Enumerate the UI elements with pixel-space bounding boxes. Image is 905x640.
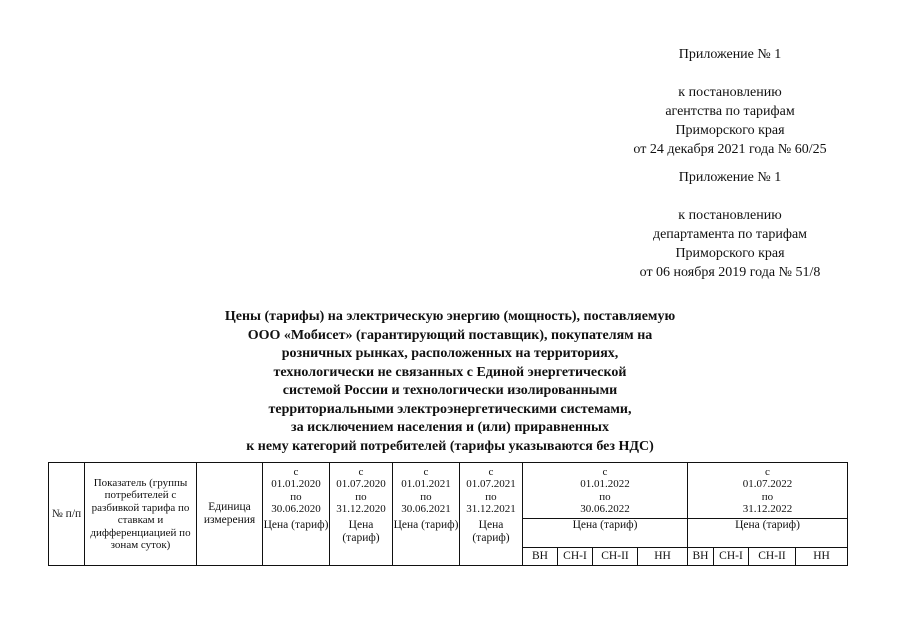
appendix-line: от 24 декабря 2021 года № 60/25 — [633, 142, 827, 157]
price-header: Цена (тариф) — [263, 519, 330, 566]
heading-line: ООО «Мобисет» (гарантирующий поставщик), покупателям на — [247, 327, 653, 343]
appendix-title: Приложение № 1 — [678, 47, 782, 62]
voltage-level-header: ВН — [523, 548, 558, 566]
voltage-level-header: СН-I — [558, 548, 593, 566]
appendix-line: к постановлению — [678, 85, 782, 100]
voltage-level-header: НН — [638, 548, 688, 566]
appendix-line: Приморского края — [675, 246, 785, 261]
appendix-line: от 06 ноября 2019 года № 51/8 — [639, 265, 821, 280]
appendix-title: Приложение № 1 — [678, 170, 782, 185]
voltage-level-header: СН-II — [593, 548, 638, 566]
price-header: Цена (тариф) — [393, 519, 460, 566]
appendix-line: к постановлению — [678, 208, 782, 223]
heading-line: Цены (тарифы) на электрическую энергию (мощность), поставляемую — [224, 309, 676, 324]
tariff-table — [48, 462, 848, 566]
document-heading — [140, 308, 760, 456]
appendix-line: агентства по тарифам — [665, 104, 795, 119]
period-header: с 01.07.2021 по 31.12.2021 — [460, 463, 523, 519]
heading-line: технологически не связанных с Единой энергетической — [273, 364, 627, 380]
price-header: Цена (тариф) — [330, 519, 393, 566]
heading-line: территориальными электроэнергетическими системами, — [268, 401, 632, 417]
appendix-line: департамента по тарифам — [652, 227, 808, 242]
period-header: с 01.07.2022 по 31.12.2022 — [688, 463, 848, 519]
appendix-line: Приморского края — [675, 123, 785, 138]
period-header: с 01.01.2022 по 30.06.2022 — [523, 463, 688, 519]
col-indicator-header: Показатель (группы потребителей с разбивкой тарифа по ставкам и дифференциацией по зонам суток) — [85, 463, 197, 566]
period-header: с 01.07.2020 по 31.12.2020 — [330, 463, 393, 519]
appendix-2-block — [600, 168, 860, 282]
col-number-header: № п/п — [49, 463, 85, 566]
voltage-level-header: ВН — [688, 548, 714, 566]
heading-line: к нему категорий потребителей (тарифы указываются без НДС) — [246, 438, 654, 454]
voltage-level-header: СН-II — [749, 548, 796, 566]
col-unit-header: Единица измерения — [197, 463, 263, 566]
voltage-level-header: СН-I — [714, 548, 749, 566]
period-header: с 01.01.2020 по 30.06.2020 — [263, 463, 330, 519]
heading-line: розничных рынках, расположенных на территориях, — [281, 346, 619, 361]
price-header: Цена (тариф) — [523, 519, 688, 548]
period-header: с 01.01.2021 по 30.06.2021 — [393, 463, 460, 519]
appendix-1-block — [600, 45, 860, 159]
price-header: Цена (тариф) — [460, 519, 523, 566]
heading-line: за исключением населения и (или) приравненных — [291, 420, 609, 435]
heading-line: системой России и технологически изолированными — [282, 383, 618, 398]
price-header: Цена (тариф) — [688, 519, 848, 548]
voltage-level-header: НН — [796, 548, 848, 566]
